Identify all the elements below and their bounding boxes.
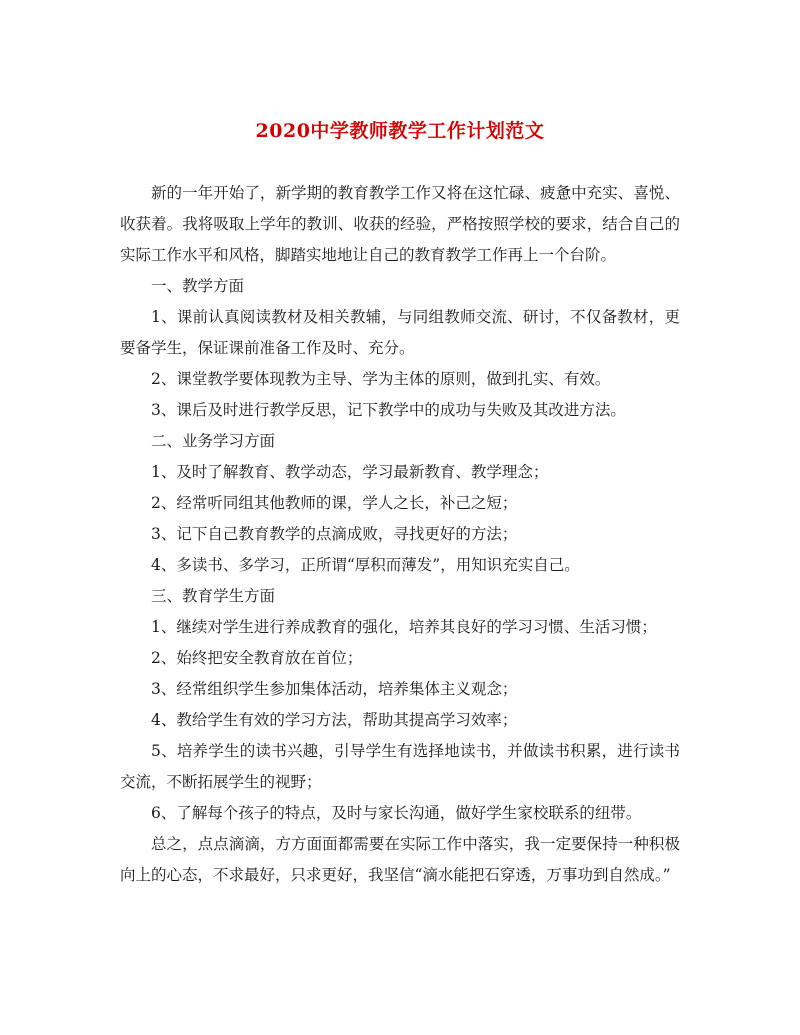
list-item: 4、教给学生有效的学习方法，帮助其提高学习效率； [151, 711, 518, 729]
list-item: 1、课前认真阅读教材及相关教辅，与同组教师交流、研讨，不仅备教材，更要备学生，保证课前准备工作及时、充分。 [120, 308, 680, 357]
paragraph-conclusion: 总之，点点滴滴，方方面面都需要在实际工作中落实，我一定要保持一种积极向上的心态，不求最好，只求更好，我坚信“滴水能把石穿透，万事功到自然成。” [120, 835, 680, 884]
list-item: 1、继续对学生进行养成教育的强化，培养其良好的学习习惯、生活习惯； [151, 618, 657, 636]
list-item: 4、多读书、多学习，正所谓“厚积而薄发”，用知识充实自己。 [151, 556, 580, 574]
list-item: 3、记下自己教育教学的点滴成败，寻找更好的方法； [151, 525, 518, 543]
list-item: 3、经常组织学生参加集体活动，培养集体主义观念； [151, 680, 518, 698]
list-item: 2、经常听同组其他教师的课，学人之长，补己之短； [151, 494, 518, 512]
list-item: 3、课后及时进行教学反思，记下教学中的成功与失败及其改进方法。 [151, 401, 626, 419]
list-item: 5、培养学生的读书兴趣，引导学生有选择地读书，并做读书积累，进行读书交流，不断拓展学生的视野； [120, 742, 680, 791]
section-heading-student-education: 三、教育学生方面 [151, 587, 276, 605]
paragraph-intro: 新的一年开始了，新学期的教育教学工作又将在这忙碌、疲惫中充实、喜悦、收获着。我将吸取上学年的教训、收获的经验，严格按照学校的要求，结合自己的实际工作水平和风格，脚踏实地地让自己的教育教学工作再上一个台阶。 [120, 184, 680, 264]
list-item: 6、了解每个孩子的特点，及时与家长沟通，做好学生家校联系的纽带。 [151, 804, 642, 822]
list-item: 2、始终把安全教育放在首位； [151, 649, 363, 667]
document-body [120, 178, 680, 891]
document-title: 2020中学教师教学工作计划范文 [255, 120, 545, 142]
list-item: 2、课堂教学要体现教为主导、学为主体的原则，做到扎实、有效。 [151, 370, 611, 388]
section-heading-teaching: 一、教学方面 [151, 277, 245, 295]
list-item: 1、及时了解教育、教学动态，学习最新教育、教学理念； [151, 463, 549, 481]
section-heading-professional-learning: 二、业务学习方面 [151, 432, 276, 450]
